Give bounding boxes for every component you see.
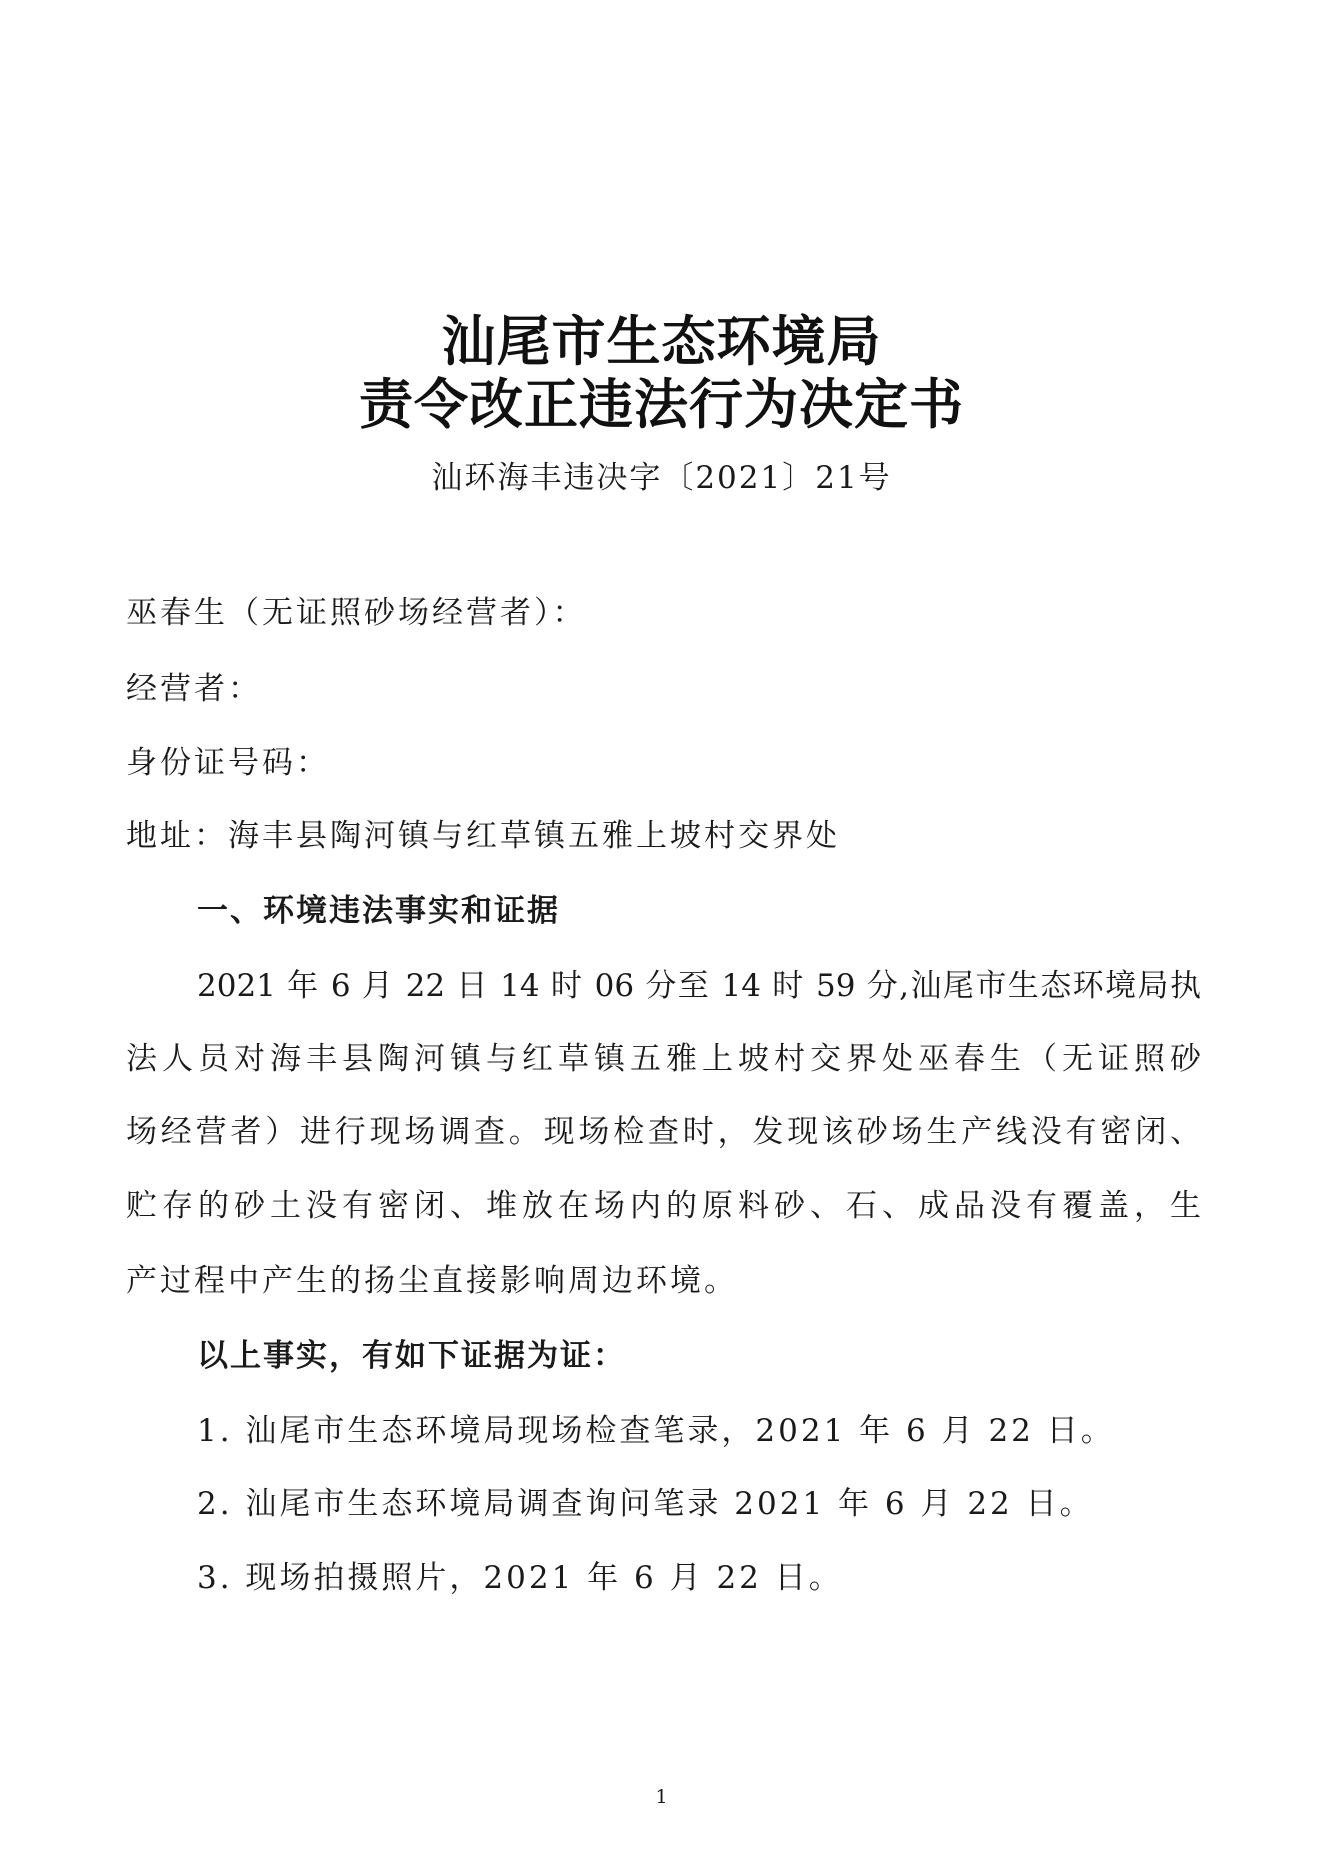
evidence-item: 3. 现场拍摄照片，2021 年 6 月 22 日。 xyxy=(197,1560,843,1596)
paragraph-line: 场经营者）进行现场调查。现场检查时，发现该砂场生产线没有密闭、 xyxy=(126,1114,1201,1150)
paragraph-line: 法人员对海丰县陶河镇与红草镇五雅上坡村交界处巫春生（无证照砂 xyxy=(126,1041,1201,1077)
document-number: 汕环海丰违决字〔2021〕21号 xyxy=(431,460,892,496)
paragraph-line: 贮存的砂土没有密闭、堆放在场内的原料砂、石、成品没有覆盖，生 xyxy=(126,1188,1201,1224)
evidence-item: 2. 汕尾市生态环境局调查询问笔录 2021 年 6 月 22 日。 xyxy=(197,1486,1094,1522)
recipient-name: 巫春生（无证照砂场经营者）： xyxy=(126,595,587,631)
page-number: 1 xyxy=(655,1786,668,1808)
paragraph-line: 产过程中产生的扬尘直接影响周边环境。 xyxy=(126,1263,738,1299)
recipient-address: 地址：海丰县陶河镇与红草镇五雅上坡村交界处 xyxy=(126,818,840,854)
paragraph-line: 2021 年 6 月 22 日 14 时 06 分至 14 时 59 分,汕尾市生态环境局执 xyxy=(197,968,1201,1004)
recipient-operator: 经营者： xyxy=(126,671,262,707)
document-title-line-1: 汕尾市生态环境局 xyxy=(441,310,882,373)
document-title-line-2: 责令改正违法行为决定书 xyxy=(359,373,964,436)
recipient-id-number: 身份证号码： xyxy=(126,745,330,781)
section-heading-violation-facts: 一、环境违法事实和证据 xyxy=(197,893,560,929)
evidence-heading: 以上事实，有如下证据为证： xyxy=(197,1338,626,1374)
evidence-item: 1. 汕尾市生态环境局现场检查笔录，2021 年 6 月 22 日。 xyxy=(197,1413,1115,1449)
